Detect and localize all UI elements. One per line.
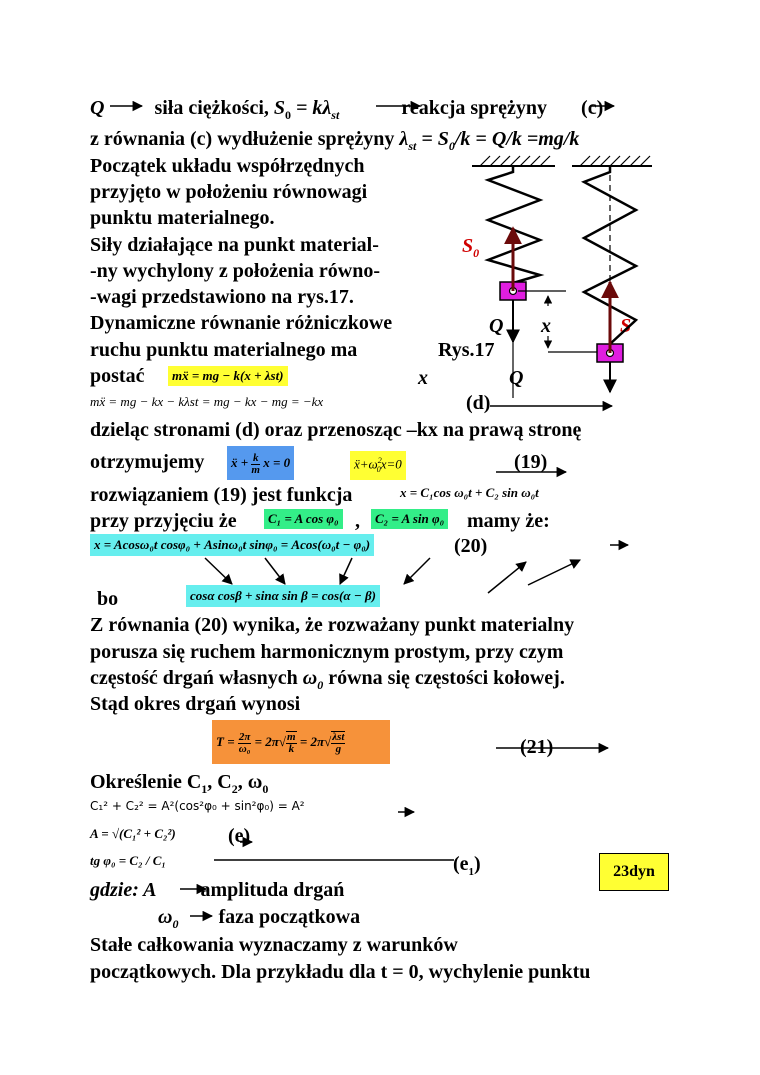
line-3: Początek układu współrzędnych — [90, 155, 365, 177]
line-21: Określenie $C_1$, $C_2$, $\omega_0$ — [90, 771, 269, 796]
arrow-trig-2 — [265, 558, 285, 584]
eq-label-19: (19) — [514, 451, 548, 473]
arrow-diag-1 — [488, 562, 526, 593]
fig-label-q2: Q — [509, 367, 524, 389]
line-16: bo — [97, 588, 119, 610]
line-12: dzieląc stronami (d) oraz przenosząc –kx na prawą stronę — [90, 419, 582, 441]
comma: , — [355, 510, 360, 532]
line-23: $\omega_0$ faza początkowa — [158, 906, 361, 931]
formula-19-yellow: $ẍ+\omega^2_0x=0$ — [350, 451, 406, 480]
line-18: porusza się ruchem harmonicznym prostym, przy czym — [90, 641, 564, 663]
page-badge: 23dyn — [599, 853, 669, 891]
fig-label-q: Q — [489, 315, 504, 337]
ceiling-right — [572, 156, 652, 166]
line-15-a: przy przyjęciu że — [90, 510, 237, 532]
formula-tg: tg φ₀ = C₂ / C₁ — [90, 853, 166, 868]
formula-solution: x = C₁cos ω₀t + C₂ sin ω₀t — [400, 485, 539, 500]
fig-x-label: x — [418, 367, 428, 389]
arrow-trig-4 — [404, 558, 430, 584]
formula-c1: C₁ = A cos φ₀ — [264, 509, 343, 529]
eq-label-20: (20) — [454, 535, 488, 557]
line-1: Q siła ciężkości, $S_0 = k\lambda_{st}$ reakcja sprężyny (c) — [90, 97, 604, 122]
arrow-diag-2 — [528, 560, 580, 585]
line-8: -wagi przedstawiono na rys.17. — [90, 286, 354, 308]
line-15-b: mamy że: — [467, 510, 550, 532]
line-25: początkowych. Dla przykładu dla t = 0, wychylenie punktu — [90, 961, 591, 983]
formula-trig: cosα cosβ + sinα sin β = cos(α − β) — [186, 585, 380, 607]
line-17: Z równania (20) wynika, że rozważany punkt materialny — [90, 614, 575, 636]
line-20: Stąd okres drgań wynosi — [90, 693, 301, 715]
fig-label-s: S — [620, 315, 632, 337]
formula-19-blue: ẍ + $\frac{k}{m}$ x = 0 — [227, 446, 294, 480]
eq-label-d: (d) — [466, 392, 491, 414]
ceiling-left — [472, 156, 555, 166]
line-7: -ny wychylony z położenia równo- — [90, 260, 380, 282]
line-9: Dynamiczne równanie różniczkowe — [90, 312, 393, 334]
arrow-trig-1 — [205, 558, 232, 584]
line-24: Stałe całkowania wyznaczamy z warunków — [90, 934, 458, 956]
line-14: rozwiązaniem (19) jest funkcja — [90, 484, 353, 506]
formula-sumsq: C₁² + C₂² = A²(cos²φ₀ + sin²φ₀) = A² — [90, 799, 305, 813]
arrow-trig-3 — [340, 558, 352, 584]
eq-label-21: (21) — [520, 736, 554, 758]
formula-c2: C₂ = A sin φ₀ — [371, 509, 448, 529]
formula-dynamic: mẍ = mg − kx − kλst = mg − kx − mg = −kx — [90, 394, 324, 409]
line-6: Siły działające na punkt material- — [90, 234, 379, 256]
formula-21: T = $\frac{2\pi}{\text{ω₀}}$ = 2π√ $\frac{m}{k}$ = 2π√ $\frac{\text{λst}}{g}$ — [212, 720, 390, 764]
fig-label-s0: $S_0$ — [462, 235, 480, 260]
line-2: z równania (c) wydłużenie sprężyny $\lambda_{st} = S_0/k = Q/k =mg/k$ — [90, 128, 580, 153]
line-11: postać — [90, 365, 145, 387]
eq-label-e1: $(e_1)$ — [453, 853, 481, 878]
eq-label-e: (e) — [228, 825, 251, 847]
line-5: punktu materialnego. — [90, 207, 275, 229]
text-arrows — [110, 106, 628, 916]
line-22: gdzie: A amplituda drgań — [90, 879, 345, 901]
line-13: otrzymujemy — [90, 451, 205, 473]
formula-postac: mẍ = mg − k(x + λst) — [168, 366, 288, 386]
line-10: ruchu punktu materialnego ma — [90, 339, 358, 361]
line-4: przyjęto w położeniu równowagi — [90, 181, 368, 203]
formula-A: A = √(C₁² + C₂²) — [90, 826, 176, 841]
fig-caption: Rys.17 — [438, 339, 495, 361]
line-19: częstość drgań własnych $\omega_0$ równa się częstości kołowej. — [90, 667, 565, 692]
formula-20: x = Acosω₀t cosφ₀ + Asinω₀t sinφ₀ = Acos(ω₀t − φ₀) — [90, 534, 374, 556]
fig-label-x: x — [541, 315, 551, 337]
